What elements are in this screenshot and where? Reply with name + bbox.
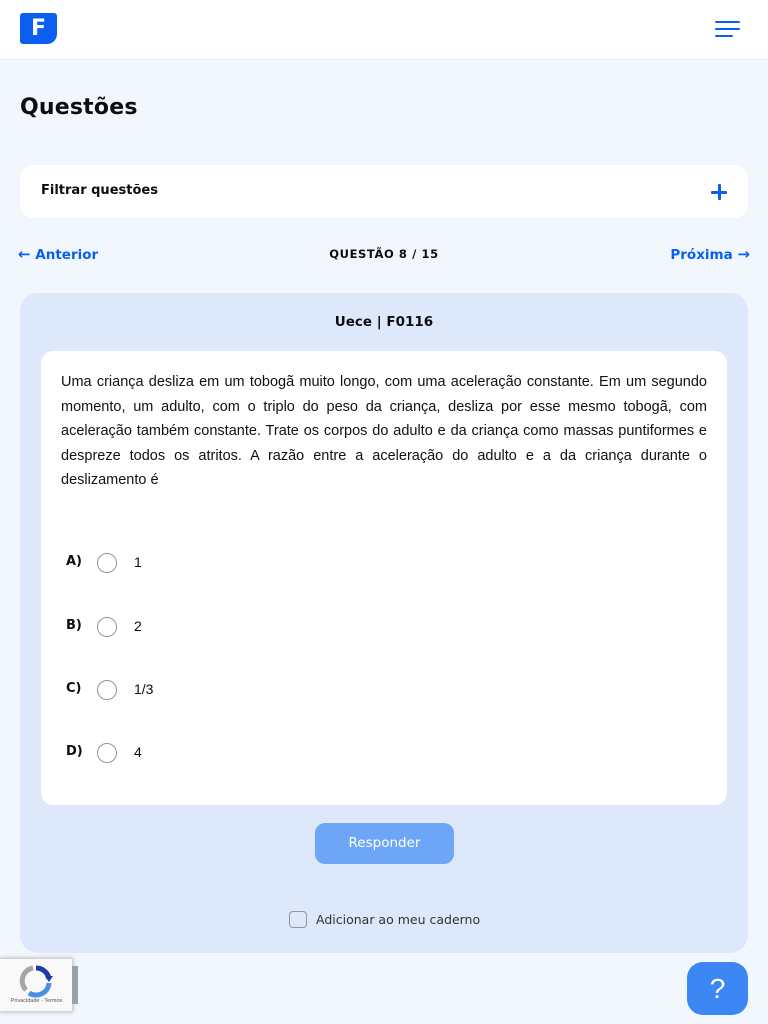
question-card bbox=[41, 351, 727, 805]
previous-label: Anterior bbox=[35, 247, 99, 263]
question-panel bbox=[20, 293, 748, 953]
plus-icon[interactable] bbox=[710, 183, 728, 201]
recaptcha-links[interactable]: Privacidade - Termos bbox=[10, 998, 63, 1004]
page-title: Questões bbox=[20, 95, 138, 120]
option-value: 4 bbox=[134, 744, 142, 760]
question-text: Uma criança desliza em um tobogã muito longo, com uma aceleração constante. Em um segundo momento, um adulto, com o triplo do peso da criança, desliza por esse mesmo tobogã, com aceleração também constante. Trate os corpos do adulto e da criança como massas puntiformes e despreze todos os atritos. A razão entre a aceleração do adulto e a da criança durante o deslizamento é bbox=[61, 374, 707, 488]
option-a[interactable] bbox=[66, 551, 366, 575]
menu-line bbox=[715, 35, 733, 37]
option-letter: D) bbox=[66, 744, 83, 759]
next-question-link[interactable] bbox=[670, 245, 750, 263]
hamburger-menu-icon[interactable] bbox=[713, 18, 743, 40]
answer-button[interactable]: Responder bbox=[315, 823, 454, 864]
add-to-notebook-checkbox[interactable] bbox=[289, 911, 307, 928]
option-c[interactable] bbox=[66, 678, 366, 702]
option-d-radio[interactable] bbox=[97, 743, 117, 763]
option-letter: C) bbox=[66, 681, 82, 696]
question-source: Uece | F0116 bbox=[334, 314, 434, 330]
option-d[interactable] bbox=[66, 741, 366, 765]
option-value: 1/3 bbox=[134, 681, 154, 697]
option-a-radio[interactable] bbox=[97, 553, 117, 573]
option-value: 1 bbox=[134, 554, 142, 570]
filter-questions-toggle[interactable] bbox=[20, 165, 748, 218]
option-value: 2 bbox=[134, 618, 142, 634]
option-letter: B) bbox=[66, 618, 82, 633]
option-b[interactable] bbox=[66, 615, 366, 639]
recaptcha-icon bbox=[17, 964, 55, 998]
option-b-radio[interactable] bbox=[97, 617, 117, 637]
arrow-right-icon: → bbox=[737, 245, 750, 263]
recaptcha-badge[interactable] bbox=[0, 958, 73, 1012]
app-logo[interactable]: F bbox=[20, 13, 57, 44]
question-navigation bbox=[0, 243, 768, 267]
menu-line bbox=[715, 21, 740, 23]
filter-questions-label: Filtrar questões bbox=[41, 183, 158, 198]
question-mark-icon: ? bbox=[709, 973, 726, 1004]
recaptcha-tab bbox=[72, 966, 78, 1004]
add-to-notebook[interactable] bbox=[289, 910, 529, 930]
option-c-radio[interactable] bbox=[97, 680, 117, 700]
arrow-left-icon: ← bbox=[18, 245, 31, 263]
next-label: Próxima bbox=[670, 247, 733, 263]
top-bar bbox=[0, 0, 768, 60]
add-to-notebook-label: Adicionar ao meu caderno bbox=[316, 912, 481, 927]
menu-line bbox=[715, 28, 740, 30]
option-letter: A) bbox=[66, 554, 83, 569]
help-button[interactable] bbox=[687, 962, 748, 1015]
question-counter: QUESTÃO 8 / 15 bbox=[329, 247, 439, 261]
